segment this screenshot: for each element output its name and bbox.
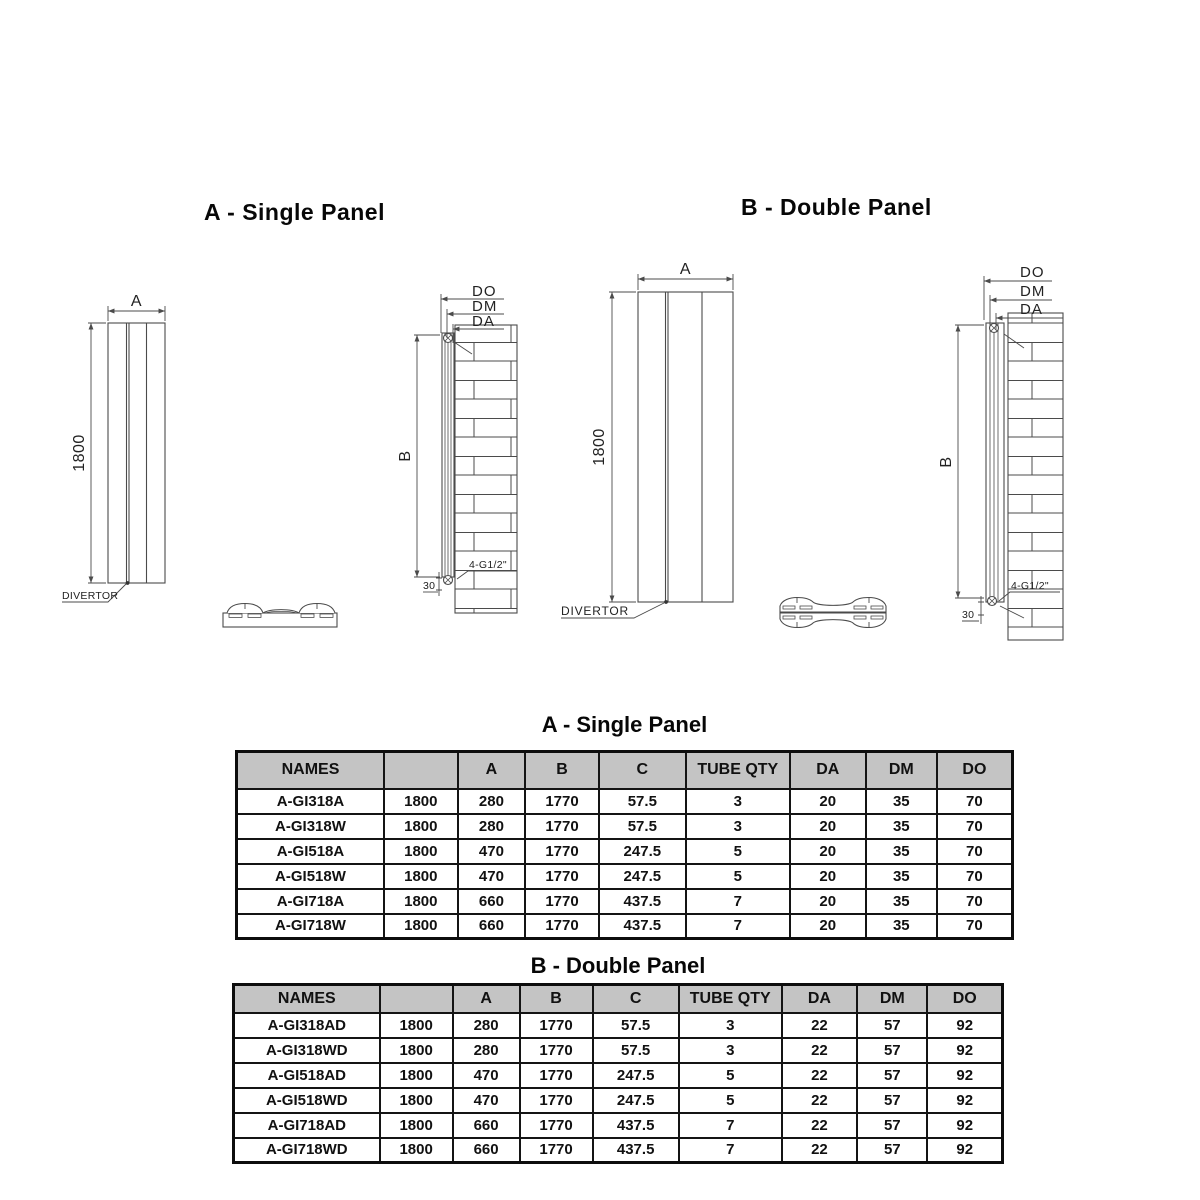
- table-cell: 57: [857, 1088, 927, 1113]
- table-cell: 7: [679, 1113, 782, 1138]
- double-panel-top-view: [780, 598, 886, 628]
- table-cell: 20: [790, 839, 866, 864]
- table-cell: 247.5: [593, 1088, 679, 1113]
- table-cell: 35: [866, 914, 937, 939]
- table-cell: 92: [927, 1038, 1002, 1063]
- table-cell: 70: [937, 864, 1013, 889]
- table-cell: 7: [679, 1138, 782, 1163]
- table-row: [237, 814, 1013, 839]
- header-cell: DM: [857, 985, 927, 1013]
- header-cell: [384, 752, 458, 789]
- divertor-label-single: DIVERTOR: [62, 590, 119, 602]
- table-cell: 92: [927, 1113, 1002, 1138]
- header-cell: DA: [790, 752, 866, 789]
- table-cell: 57: [857, 1113, 927, 1138]
- header-cell: A: [453, 985, 520, 1013]
- table-cell: 437.5: [599, 914, 686, 939]
- table-cell: 35: [866, 839, 937, 864]
- table-cell: 1800: [380, 1038, 453, 1063]
- single-panel-top-view: [223, 604, 337, 628]
- dim-label-do-single: DO: [472, 283, 497, 300]
- table-cell: 92: [927, 1088, 1002, 1113]
- table-row: [234, 1013, 1003, 1038]
- table-cell: 1770: [520, 1088, 593, 1113]
- table-cell: 35: [866, 789, 937, 814]
- table-cell: 1800: [384, 814, 458, 839]
- table-cell: 20: [790, 864, 866, 889]
- table-row: [237, 864, 1013, 889]
- table-cell: 1770: [525, 814, 599, 839]
- table-cell: A-GI518W: [237, 864, 384, 889]
- table-cell: 247.5: [599, 864, 686, 889]
- table-cell: 22: [782, 1113, 857, 1138]
- table-cell: 280: [453, 1038, 520, 1063]
- dim-label-da-double: DA: [1020, 301, 1043, 318]
- table-cell: 20: [790, 789, 866, 814]
- table-cell: A-GI518A: [237, 839, 384, 864]
- table-title-double: B - Double Panel: [530, 953, 706, 978]
- table-cell: 5: [679, 1088, 782, 1113]
- table-cell: 437.5: [593, 1138, 679, 1163]
- header-cell: C: [593, 985, 679, 1013]
- table-cell: 3: [686, 814, 790, 839]
- dim-label-width-double: A: [679, 261, 692, 278]
- divertor-label-double: DIVERTOR: [561, 604, 629, 618]
- single-panel-table: [235, 750, 1014, 940]
- table-cell: 70: [937, 789, 1013, 814]
- table-cell: 470: [453, 1063, 520, 1088]
- table-row: [237, 789, 1013, 814]
- table-cell: 470: [458, 839, 526, 864]
- table-cell: 35: [866, 814, 937, 839]
- table-cell: 5: [686, 839, 790, 864]
- table-cell: A-GI718A: [237, 889, 384, 914]
- table-cell: 5: [679, 1063, 782, 1088]
- table-cell: 3: [686, 789, 790, 814]
- dim-label-dm-single: DM: [472, 298, 498, 315]
- table-cell: A-GI318AD: [234, 1013, 380, 1038]
- header-cell: DA: [782, 985, 857, 1013]
- table-cell: 247.5: [593, 1063, 679, 1088]
- table-cell: 57: [857, 1038, 927, 1063]
- table-cell: 57: [857, 1138, 927, 1163]
- table-cell: 70: [937, 889, 1013, 914]
- table-cell: 35: [866, 864, 937, 889]
- header-cell: TUBE QTY: [679, 985, 782, 1013]
- header-cell: NAMES: [234, 985, 380, 1013]
- table-row: [237, 914, 1013, 939]
- table-cell: 1800: [380, 1088, 453, 1113]
- table-cell: 57.5: [599, 814, 686, 839]
- header-cell: C: [599, 752, 686, 789]
- header-row: [234, 985, 1003, 1013]
- table-cell: 280: [453, 1013, 520, 1038]
- double-panel-table: [232, 983, 1004, 1164]
- header-cell: B: [525, 752, 599, 789]
- table-cell: 7: [686, 914, 790, 939]
- dim-label-width-single: A: [130, 293, 143, 310]
- table-row: [234, 1113, 1003, 1138]
- table-cell: 1770: [525, 864, 599, 889]
- table-row: [234, 1038, 1003, 1063]
- dim-label-offset-single: 30: [423, 580, 436, 592]
- table-cell: 3: [679, 1013, 782, 1038]
- table-cell: 20: [790, 889, 866, 914]
- table-cell: 22: [782, 1013, 857, 1038]
- table-cell: A-GI718AD: [234, 1113, 380, 1138]
- table-cell: 92: [927, 1013, 1002, 1038]
- table-cell: 22: [782, 1038, 857, 1063]
- table-cell: 660: [458, 914, 526, 939]
- table-cell: 1770: [525, 889, 599, 914]
- table-cell: 660: [453, 1113, 520, 1138]
- table-cell: 660: [453, 1138, 520, 1163]
- table-cell: 1800: [380, 1113, 453, 1138]
- table-row: [237, 889, 1013, 914]
- table-cell: 1800: [384, 789, 458, 814]
- table-cell: 1800: [384, 889, 458, 914]
- table-cell: 22: [782, 1138, 857, 1163]
- table-row: [234, 1138, 1003, 1163]
- table-cell: 470: [458, 864, 526, 889]
- table-cell: A-GI718W: [237, 914, 384, 939]
- thread-label-double: 4-G1/2": [1011, 580, 1049, 592]
- header-cell: [380, 985, 453, 1013]
- table-cell: 280: [458, 814, 526, 839]
- table-cell: 1800: [384, 914, 458, 939]
- table-cell: 1770: [525, 789, 599, 814]
- table-row: [234, 1063, 1003, 1088]
- thread-label-single: 4-G1/2": [469, 559, 507, 571]
- dim-label-offset-double: 30: [962, 609, 975, 621]
- table-cell: A-GI518AD: [234, 1063, 380, 1088]
- table-title-single: A - Single Panel: [541, 712, 708, 737]
- table-cell: 5: [686, 864, 790, 889]
- table-cell: A-GI318WD: [234, 1038, 380, 1063]
- table-cell: A-GI718WD: [234, 1138, 380, 1163]
- table-cell: 280: [458, 789, 526, 814]
- table-cell: 20: [790, 914, 866, 939]
- table-cell: 1800: [384, 839, 458, 864]
- table-cell: 1770: [520, 1038, 593, 1063]
- table-cell: 1770: [520, 1063, 593, 1088]
- header-cell: B: [520, 985, 593, 1013]
- table-cell: A-GI318W: [237, 814, 384, 839]
- dim-label-height-single: 1800: [71, 434, 88, 472]
- table-cell: 70: [937, 914, 1013, 939]
- dim-label-depth-single: B: [397, 450, 414, 462]
- table-cell: 70: [937, 839, 1013, 864]
- table-cell: 57: [857, 1013, 927, 1038]
- table-cell: 70: [937, 814, 1013, 839]
- table-cell: 35: [866, 889, 937, 914]
- table-cell: 247.5: [599, 839, 686, 864]
- table-cell: 437.5: [599, 889, 686, 914]
- table-cell: 92: [927, 1138, 1002, 1163]
- header-row: [237, 752, 1013, 789]
- table-cell: 1770: [520, 1013, 593, 1038]
- dim-label-do-double: DO: [1020, 264, 1045, 281]
- diagram-title-single: A - Single Panel: [204, 199, 385, 225]
- table-cell: 1770: [525, 839, 599, 864]
- table-cell: 57.5: [593, 1038, 679, 1063]
- table-cell: 92: [927, 1063, 1002, 1088]
- table-cell: 437.5: [593, 1113, 679, 1138]
- header-cell: DM: [866, 752, 937, 789]
- table-cell: 57.5: [599, 789, 686, 814]
- table-cell: 1770: [520, 1113, 593, 1138]
- header-cell: TUBE QTY: [686, 752, 790, 789]
- table-cell: 57: [857, 1063, 927, 1088]
- table-cell: 1770: [520, 1138, 593, 1163]
- table-cell: 470: [453, 1088, 520, 1113]
- dim-label-depth-double: B: [938, 456, 955, 468]
- dim-label-da-single: DA: [472, 313, 495, 330]
- double-panel-front-view: [561, 274, 733, 618]
- header-cell: NAMES: [237, 752, 384, 789]
- table-cell: 57.5: [593, 1013, 679, 1038]
- table-cell: 660: [458, 889, 526, 914]
- diagram-title-double: B - Double Panel: [741, 194, 932, 220]
- dim-label-height-double: 1800: [591, 428, 608, 466]
- table-cell: 1800: [380, 1013, 453, 1038]
- table-cell: 22: [782, 1088, 857, 1113]
- header-cell: DO: [937, 752, 1013, 789]
- table-row: [237, 839, 1013, 864]
- table-cell: 1770: [525, 914, 599, 939]
- header-cell: DO: [927, 985, 1002, 1013]
- table-cell: A-GI318A: [237, 789, 384, 814]
- table-cell: 20: [790, 814, 866, 839]
- table-cell: 1800: [384, 864, 458, 889]
- table-cell: A-GI518WD: [234, 1088, 380, 1113]
- table-cell: 1800: [380, 1138, 453, 1163]
- table-cell: 22: [782, 1063, 857, 1088]
- table-cell: 3: [679, 1038, 782, 1063]
- dim-label-dm-double: DM: [1020, 283, 1046, 300]
- table-cell: 7: [686, 889, 790, 914]
- table-row: [234, 1088, 1003, 1113]
- table-cell: 1800: [380, 1063, 453, 1088]
- header-cell: A: [458, 752, 526, 789]
